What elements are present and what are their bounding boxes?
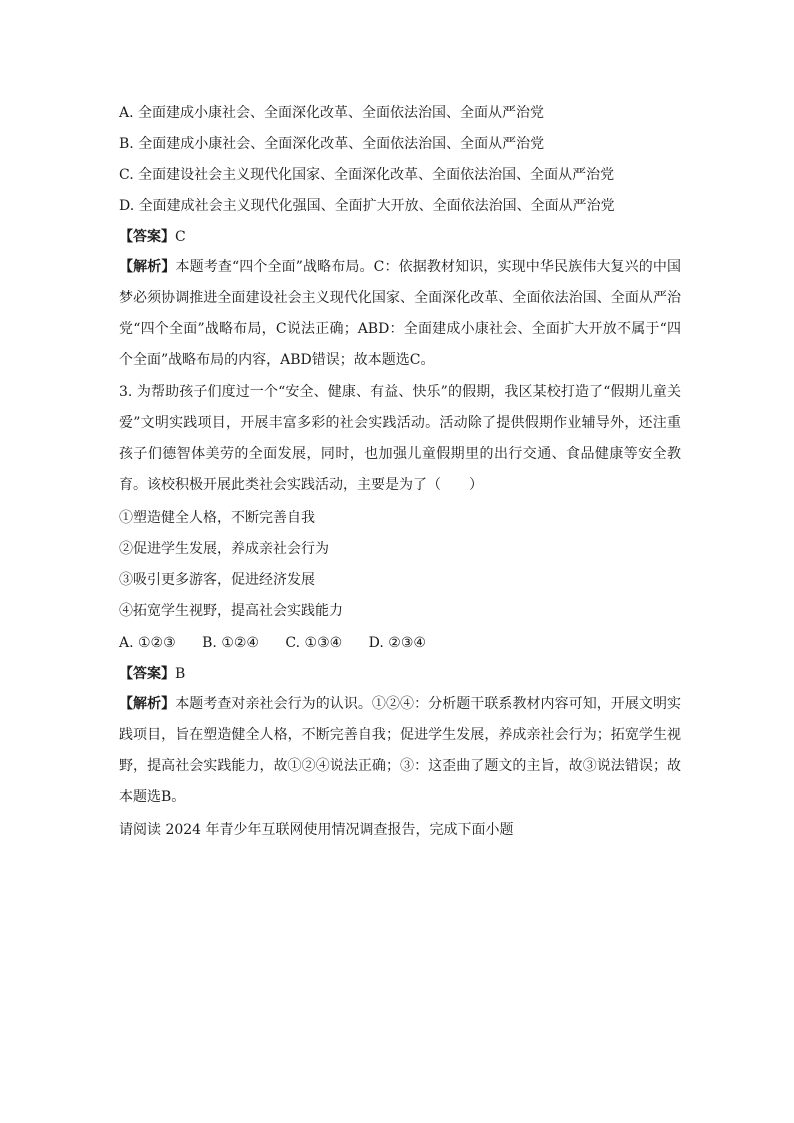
q3-statement-4: ④拓宽学生视野，提高社会实践能力 — [119, 603, 343, 619]
q3-statement-3: ③吸引更多游客，促进经济发展 — [119, 572, 315, 588]
q3-statement-2: ②促进学生发展，养成亲社会行为 — [119, 541, 329, 557]
q3-choice-d: D. ②③④ — [368, 635, 426, 651]
q2-answer — [119, 227, 186, 247]
analysis-text: 本题考查“四个全面”战略布局。C：依据教材知识，实现中华民族伟大复兴的中国梦必须协调推进全面建设社会主义现代化国家、全面深化改革、全面依法治国、全面从严治党“四个全面”战略布局，C说法正确；ABD：全面建成小康社会、全面扩大开放不属于“四个全面”战略布局的内容，ABD错误；故本题选C。 — [119, 259, 681, 368]
analysis-tag: 【解析】 — [119, 696, 176, 712]
q3-analysis — [119, 689, 681, 813]
q3-statement-1: ①塑造健全人格，不断完善自我 — [119, 510, 315, 526]
q3-choices — [119, 633, 448, 653]
q2-option-d: D. 全面建成社会主义现代化强国、全面扩大开放、全面依法治国、全面从严治党 — [119, 198, 615, 214]
answer-value: B — [175, 666, 186, 682]
q3-choice-c: C. ①③④ — [285, 635, 343, 651]
reading-intro: 请阅读 2024 年青少年互联网使用情况调查报告，完成下面小题 — [119, 822, 514, 838]
q2-option-c: C. 全面建设社会主义现代化国家、全面深化改革、全面依法治国、全面从严治党 — [119, 167, 615, 183]
analysis-text: 本题考查对亲社会行为的认识。①②④：分析题干联系教材内容可知，开展文明实践项目，旨在塑造健全人格，不断完善自我；促进学生发展，养成亲社会行为；拓宽学生视野，提高社会实践能力，故①②④说法正确；③：这歪曲了题文的主旨，故③说法错误；故本题选B。 — [119, 696, 682, 805]
q3-choice-a: A. ①②③ — [119, 635, 176, 651]
answer-value: C — [175, 229, 186, 245]
answer-tag: 【答案】 — [119, 229, 175, 245]
q3-choice-b: B. ①②④ — [202, 635, 259, 651]
q2-option-b: B. 全面建成小康社会、全面深化改革、全面依法治国、全面从严治党 — [119, 136, 545, 152]
q2-analysis — [119, 252, 681, 376]
analysis-tag: 【解析】 — [119, 259, 176, 275]
answer-tag: 【答案】 — [119, 666, 175, 682]
q3-stem: 3. 为帮助孩子们度过一个“安全、健康、有益、快乐”的假期，我区某校打造了“假期儿童关爱”文明实践项目，开展丰富多彩的社会实践活动。活动除了提供假期作业辅导外，还注重孩子们德智体美劳的全面发展，同时，也加强儿童假期里的出行交通、食品健康等安全教育。该校积极开展此类社会实践活动，主要是为了（ ） — [119, 384, 681, 493]
q2-option-a: A. 全面建成小康社会、全面深化改革、全面依法治国、全面从严治党 — [119, 105, 545, 121]
q3-answer — [119, 664, 185, 684]
